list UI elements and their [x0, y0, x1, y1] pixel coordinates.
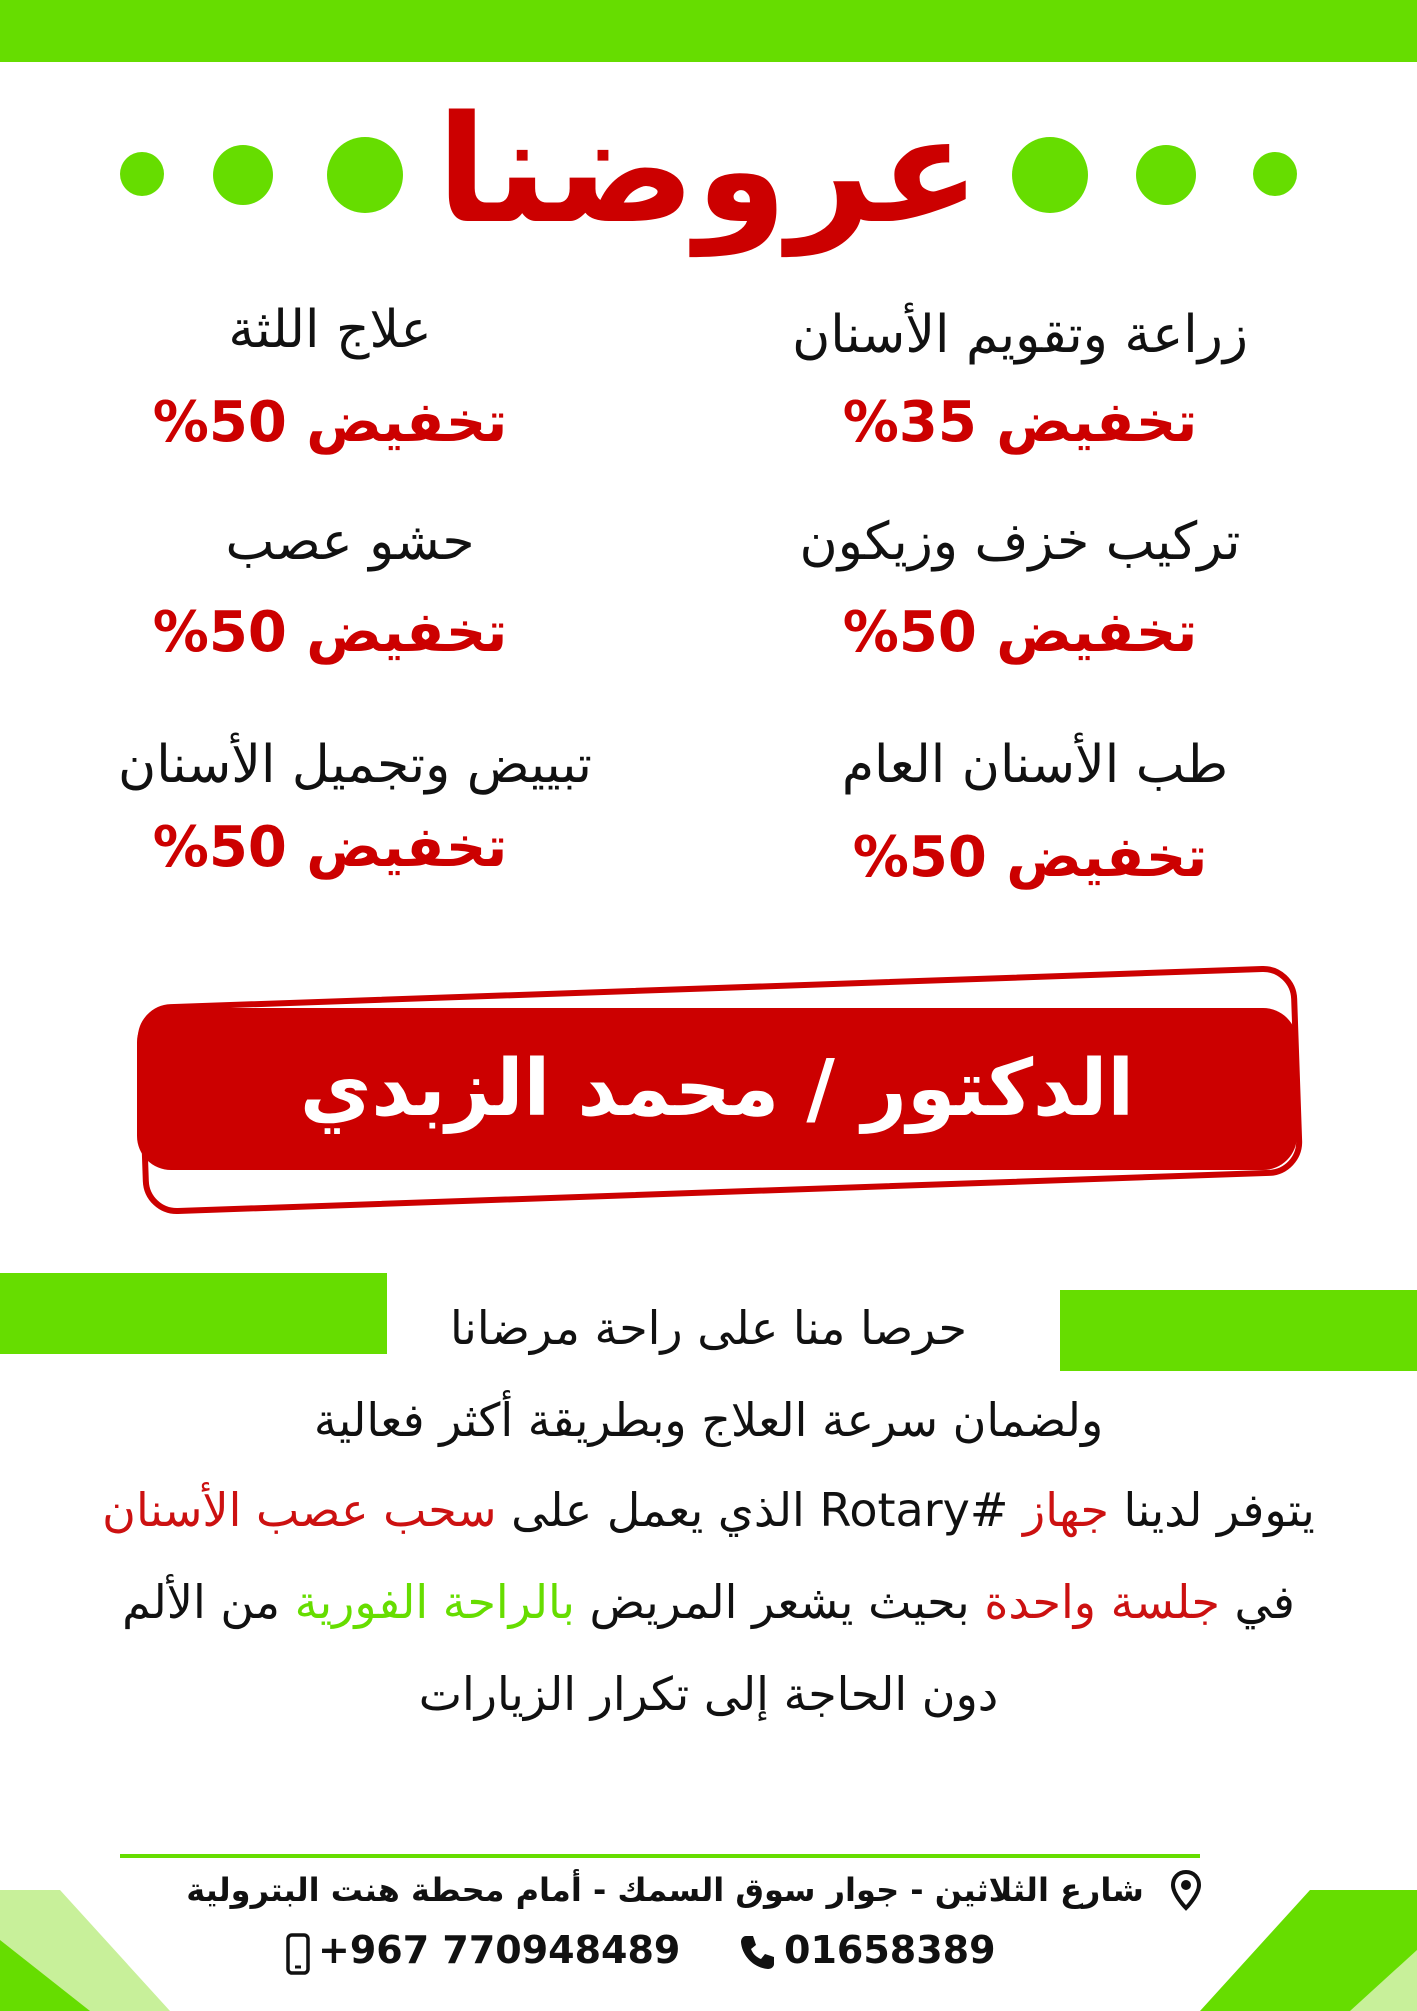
highlight-green: بالراحة الفورية — [294, 1575, 575, 1629]
mobile-number: +967 770948489 — [318, 1928, 681, 1972]
offer-discount: تخفيض 50% — [852, 825, 1208, 890]
text-segment: بحيث يشعر المريض — [574, 1575, 985, 1629]
text-segment: في — [1219, 1575, 1295, 1629]
offer-discount: تخفيض 35% — [842, 390, 1198, 455]
offer-name: زراعة وتقويم الأسنان — [792, 305, 1248, 365]
offer-discount: تخفيض 50% — [152, 600, 508, 665]
offer-name: تركيب خزف وزيكون — [799, 512, 1241, 572]
text-segment: يتوفر لدينا — [1108, 1483, 1315, 1537]
offer-discount: تخفيض 50% — [152, 390, 508, 455]
offer-name: حشو عصب — [225, 512, 475, 572]
text-segment: من الألم — [122, 1575, 295, 1629]
offer-name: طب الأسنان العام — [841, 735, 1229, 795]
corner-decor — [1200, 1890, 1417, 2011]
doctor-name: الدكتور / محمد الزبدي — [299, 1044, 1135, 1134]
body-text-line: ولضمان سرعة العلاج وبطريقة أكثر فعالية — [313, 1393, 1104, 1447]
offer-discount: تخفيض 50% — [152, 815, 508, 880]
location-pin-icon — [1170, 1870, 1202, 1912]
highlight-red: جهاز — [1023, 1483, 1109, 1537]
page-title: عروضنا — [436, 84, 981, 256]
offer-name: علاج اللثة — [228, 300, 432, 360]
landline-number: 01658389 — [784, 1928, 996, 1972]
text-segment: #Rotary الذي يعمل على — [496, 1483, 1024, 1537]
offer-discount: تخفيض 50% — [842, 600, 1198, 665]
top-green-bar — [0, 0, 1417, 62]
body-text-line — [40, 1478, 1377, 1542]
highlight-red: سحب عصب الأسنان — [102, 1483, 497, 1537]
highlight-red: جلسة واحدة — [984, 1575, 1220, 1629]
body-text-line — [40, 1570, 1377, 1634]
body-text-line: حرصا منا على راحة مرضانا — [450, 1301, 967, 1355]
mobile-phone-icon — [285, 1932, 311, 1976]
address-text: شارع الثلاثين - جوار سوق السمك - أمام محطة هنت البترولية — [186, 1871, 1144, 1909]
offer-name: تبييض وتجميل الأسنان — [118, 735, 592, 795]
footer-divider — [120, 1854, 1200, 1858]
telephone-icon — [738, 1932, 778, 1972]
body-text-line: دون الحاجة إلى تكرار الزيارات — [418, 1667, 999, 1721]
